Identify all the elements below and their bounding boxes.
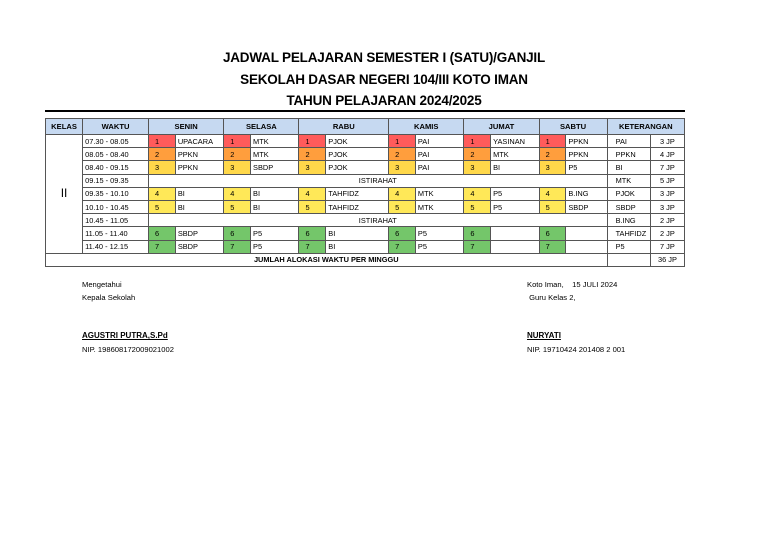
subject-jumat: P5 bbox=[491, 187, 539, 200]
period-number: 5 bbox=[464, 200, 491, 213]
period-number: 1 bbox=[464, 135, 491, 148]
subject-senin: PPKN bbox=[175, 161, 223, 174]
subject-rabu: BI bbox=[326, 240, 389, 253]
subject-sabtu bbox=[566, 227, 607, 240]
period-number: 1 bbox=[299, 135, 326, 148]
subject-rabu: TAHFIDZ bbox=[326, 200, 389, 213]
col-header-keterangan: KETERANGAN bbox=[607, 119, 684, 135]
col-header-waktu: WAKTU bbox=[83, 119, 149, 135]
period-number: 3 bbox=[299, 161, 326, 174]
keterangan-jp: 2 JP bbox=[650, 227, 684, 240]
subject-selasa: SBDP bbox=[251, 161, 299, 174]
subject-kamis: P5 bbox=[415, 240, 463, 253]
subject-sabtu: P5 bbox=[566, 161, 607, 174]
subject-sabtu: SBDP bbox=[566, 200, 607, 213]
right-signature-line2: Guru Kelas 2, bbox=[527, 293, 576, 302]
total-row bbox=[46, 253, 685, 266]
period-number: 6 bbox=[464, 227, 491, 240]
period-number: 5 bbox=[224, 200, 251, 213]
kelas-cell: II bbox=[46, 135, 83, 254]
period-number: 6 bbox=[299, 227, 326, 240]
break-row bbox=[46, 214, 685, 227]
subject-rabu: BI bbox=[326, 227, 389, 240]
subject-kamis: PAI bbox=[415, 148, 463, 161]
time-cell: 10.10 - 10.45 bbox=[83, 200, 149, 213]
subject-rabu: PJOK bbox=[326, 161, 389, 174]
period-number: 7 bbox=[149, 240, 176, 253]
col-header-selasa: SELASA bbox=[224, 119, 299, 135]
subject-jumat: BI bbox=[491, 161, 539, 174]
subject-jumat: YASINAN bbox=[491, 135, 539, 148]
table-row bbox=[46, 200, 685, 213]
subject-kamis: PAI bbox=[415, 161, 463, 174]
total-label: JUMLAH ALOKASI WAKTU PER MINGGU bbox=[46, 253, 608, 266]
table-row bbox=[46, 148, 685, 161]
subject-kamis: MTK bbox=[415, 187, 463, 200]
period-number: 2 bbox=[299, 148, 326, 161]
period-number: 3 bbox=[224, 161, 251, 174]
subject-sabtu bbox=[566, 240, 607, 253]
subject-jumat: P5 bbox=[491, 200, 539, 213]
period-number: 7 bbox=[464, 240, 491, 253]
principal-nip: NIP. 198608172009021002 bbox=[82, 345, 174, 354]
subject-jumat: MTK bbox=[491, 148, 539, 161]
period-number: 7 bbox=[539, 240, 566, 253]
period-number: 4 bbox=[464, 187, 491, 200]
subject-selasa: P5 bbox=[251, 240, 299, 253]
subject-rabu: TAHFIDZ bbox=[326, 187, 389, 200]
subject-senin: BI bbox=[175, 187, 223, 200]
subject-sabtu: B.ING bbox=[566, 187, 607, 200]
subject-selasa: BI bbox=[251, 200, 299, 213]
break-row bbox=[46, 174, 685, 187]
keterangan-subject: B.ING bbox=[607, 214, 650, 227]
period-number: 2 bbox=[149, 148, 176, 161]
keterangan-subject: BI bbox=[607, 161, 650, 174]
period-number: 5 bbox=[299, 200, 326, 213]
period-number: 3 bbox=[539, 161, 566, 174]
time-cell: 09.15 - 09.35 bbox=[83, 174, 149, 187]
subject-selasa: P5 bbox=[251, 227, 299, 240]
period-number: 3 bbox=[464, 161, 491, 174]
period-number: 4 bbox=[149, 187, 176, 200]
period-number: 6 bbox=[224, 227, 251, 240]
title-line-2: SEKOLAH DASAR NEGERI 104/III KOTO IMAN bbox=[240, 72, 528, 87]
keterangan-jp: 5 JP bbox=[650, 174, 684, 187]
period-number: 1 bbox=[224, 135, 251, 148]
title-line-1: JADWAL PELAJARAN SEMESTER I (SATU)/GANJIL bbox=[222, 50, 546, 65]
period-number: 1 bbox=[149, 135, 176, 148]
period-number: 4 bbox=[539, 187, 566, 200]
keterangan-jp: 7 JP bbox=[650, 161, 684, 174]
period-number: 5 bbox=[389, 200, 416, 213]
period-number: 4 bbox=[389, 187, 416, 200]
keterangan-subject: PJOK bbox=[607, 187, 650, 200]
keterangan-subject: MTK bbox=[607, 174, 650, 187]
break-label: ISTIRAHAT bbox=[149, 214, 608, 227]
table-row bbox=[46, 161, 685, 174]
period-number: 5 bbox=[149, 200, 176, 213]
keterangan-subject: PPKN bbox=[607, 148, 650, 161]
left-signature-line2: Kepala Sekolah bbox=[82, 293, 136, 302]
period-number: 4 bbox=[299, 187, 326, 200]
subject-jumat bbox=[491, 227, 539, 240]
keterangan-jp: 4 JP bbox=[650, 148, 684, 161]
keterangan-subject: SBDP bbox=[607, 200, 650, 213]
subject-rabu: PJOK bbox=[326, 135, 389, 148]
subject-selasa: MTK bbox=[251, 135, 299, 148]
total-spacer bbox=[607, 253, 650, 266]
period-number: 7 bbox=[389, 240, 416, 253]
period-number: 2 bbox=[389, 148, 416, 161]
col-header-rabu: RABU bbox=[299, 119, 389, 135]
table-header-row bbox=[46, 119, 685, 135]
period-number: 6 bbox=[149, 227, 176, 240]
time-cell: 09.35 - 10.10 bbox=[83, 187, 149, 200]
keterangan-subject: PAI bbox=[607, 135, 650, 148]
keterangan-subject: P5 bbox=[607, 240, 650, 253]
period-number: 4 bbox=[224, 187, 251, 200]
subject-senin: SBDP bbox=[175, 240, 223, 253]
time-cell: 11.05 - 11.40 bbox=[83, 227, 149, 240]
col-header-kelas: KELAS bbox=[46, 119, 83, 135]
period-number: 3 bbox=[389, 161, 416, 174]
table-row bbox=[46, 240, 685, 253]
header-divider bbox=[45, 110, 685, 112]
subject-senin: UPACARA bbox=[175, 135, 223, 148]
total-value: 36 JP bbox=[650, 253, 684, 266]
table-row bbox=[46, 135, 685, 148]
subject-selasa: MTK bbox=[251, 148, 299, 161]
teacher-nip: NIP. 19710424 201408 2 001 bbox=[527, 345, 626, 354]
time-cell: 08.05 - 08.40 bbox=[83, 148, 149, 161]
subject-jumat bbox=[491, 240, 539, 253]
principal-name: AGUSTRI PUTRA,S.Pd bbox=[82, 331, 168, 340]
subject-kamis: MTK bbox=[415, 200, 463, 213]
right-signature-line1: Koto Iman, 15 JULI 2024 bbox=[527, 280, 618, 289]
subject-senin: BI bbox=[175, 200, 223, 213]
period-number: 7 bbox=[299, 240, 326, 253]
schedule-table bbox=[45, 118, 685, 267]
time-cell: 11.40 - 12.15 bbox=[83, 240, 149, 253]
keterangan-jp: 3 JP bbox=[650, 135, 684, 148]
table-row bbox=[46, 227, 685, 240]
period-number: 2 bbox=[464, 148, 491, 161]
title-line-3: TAHUN PELAJARAN 2024/2025 bbox=[286, 93, 482, 108]
period-number: 1 bbox=[539, 135, 566, 148]
keterangan-jp: 3 JP bbox=[650, 187, 684, 200]
col-header-kamis: KAMIS bbox=[389, 119, 464, 135]
break-label: ISTIRAHAT bbox=[149, 174, 608, 187]
time-cell: 07.30 - 08.05 bbox=[83, 135, 149, 148]
subject-kamis: PAI bbox=[415, 135, 463, 148]
subject-kamis: P5 bbox=[415, 227, 463, 240]
keterangan-jp: 3 JP bbox=[650, 200, 684, 213]
subject-senin: SBDP bbox=[175, 227, 223, 240]
time-cell: 08.40 - 09.15 bbox=[83, 161, 149, 174]
time-cell: 10.45 - 11.05 bbox=[83, 214, 149, 227]
teacher-name: NURYATI bbox=[527, 331, 561, 340]
table-row bbox=[46, 187, 685, 200]
col-header-jumat: JUMAT bbox=[464, 119, 539, 135]
period-number: 2 bbox=[539, 148, 566, 161]
keterangan-jp: 7 JP bbox=[650, 240, 684, 253]
subject-sabtu: PPKN bbox=[566, 148, 607, 161]
period-number: 5 bbox=[539, 200, 566, 213]
subject-selasa: BI bbox=[251, 187, 299, 200]
period-number: 7 bbox=[224, 240, 251, 253]
keterangan-jp: 2 JP bbox=[650, 214, 684, 227]
col-header-senin: SENIN bbox=[149, 119, 224, 135]
subject-senin: PPKN bbox=[175, 148, 223, 161]
period-number: 1 bbox=[389, 135, 416, 148]
subject-rabu: PJOK bbox=[326, 148, 389, 161]
left-signature-line1: Mengetahui bbox=[82, 280, 122, 289]
period-number: 6 bbox=[389, 227, 416, 240]
keterangan-subject: TAHFIDZ bbox=[607, 227, 650, 240]
period-number: 3 bbox=[149, 161, 176, 174]
subject-sabtu: PPKN bbox=[566, 135, 607, 148]
period-number: 6 bbox=[539, 227, 566, 240]
period-number: 2 bbox=[224, 148, 251, 161]
col-header-sabtu: SABTU bbox=[539, 119, 607, 135]
